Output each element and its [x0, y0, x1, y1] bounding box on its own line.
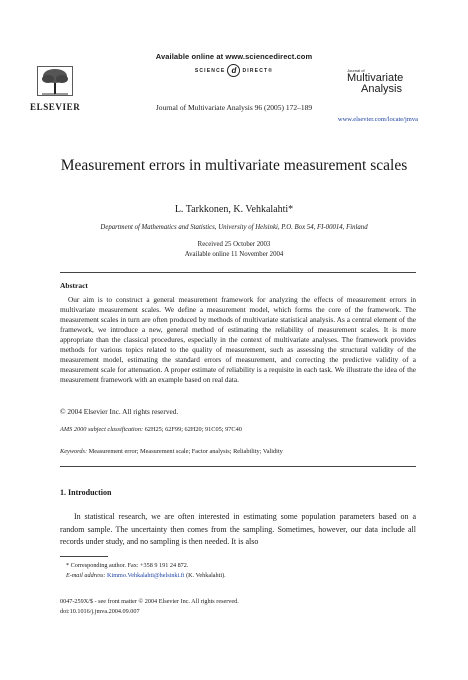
ams-codes: 62H25; 62F99; 62H20; 91C05; 97C40	[144, 426, 242, 433]
abstract-heading: Abstract	[60, 281, 88, 290]
available-online-text: Available online at www.sciencedirect.com	[155, 52, 313, 61]
science-word: SCIENCE	[194, 67, 226, 74]
abstract-copyright: © 2004 Elsevier Inc. All rights reserved.	[60, 407, 179, 416]
abstract-body: Our aim is to construct a general measurement framework for analyzing the effects of measurement errors in multivariate measurement scales. We define a measurement model, which forms the core of the framework. The measurement scales in turn are often produced by methods of multivariate statistical analysis. As a central element of the framework, we introduce a new, general method of estimating the reliability of measurement scales. It is more appropriate than the classical procedures, especially in the context of multivariate analyses. The framework provides methods for various topics related to the quality of measurement, such as assessing the structural validity of the measurement model, estimating the standard errors of measurement, and correcting the predictive validity of a measurement scale for attenuation. A proper estimate of reliability is a requisite in each task. We illustrate the idea of the measurement framework with an example based on real data.	[60, 295, 416, 384]
received-date: Received 25 October 2003	[197, 241, 271, 248]
keywords-list: Measurement error; Measurement scale; Factor analysis; Reliability; Validity	[88, 448, 283, 455]
footnote-rule	[60, 556, 108, 557]
section-heading: 1. Introduction	[60, 488, 112, 497]
journal-logo-line1: Multivariate	[347, 72, 404, 84]
publisher-name: ELSEVIER	[30, 102, 81, 112]
at-icon: d	[227, 64, 240, 77]
ams-label: AMS 2000 subject classification:	[60, 426, 144, 433]
email-link[interactable]: Kimmo.Vehkalahti@helsinki.fi	[107, 572, 185, 579]
direct-word: DIRECT®	[242, 67, 274, 74]
journal-logo-small-text: Journal of	[347, 68, 365, 73]
journal-logo	[347, 68, 427, 95]
elsevier-tree-icon	[37, 66, 73, 96]
journal-logo-line2: Analysis	[361, 83, 402, 95]
abstract-bottom-rule	[60, 466, 416, 467]
email-line	[66, 571, 226, 581]
abstract-top-rule	[60, 272, 416, 273]
front-matter	[60, 597, 239, 617]
article-dates	[0, 240, 468, 260]
doi-line: doi:10.1016/j.jmva.2004.09.007	[60, 608, 140, 615]
ams-classification	[60, 426, 242, 433]
keywords-line	[60, 448, 283, 455]
corresponding-author-note: * Corresponding author. Fax: +358 9 191 24 872.	[66, 562, 189, 569]
keywords-label: Keywords:	[60, 448, 88, 455]
section-body: In statistical research, we are often interested in estimating some population parameters based on a random sample. The uncertainty then comes from the sampling. Sometimes, however, our data include all records under study, and no sampling is then needed. It is also	[60, 512, 416, 546]
paper-title: Measurement errors in multivariate measurement scales	[60, 157, 408, 174]
email-suffix: (K. Vehkalahti).	[184, 572, 226, 579]
issn-line: 0047-259X/$ - see front matter © 2004 Elsevier Inc. All rights reserved.	[60, 598, 239, 605]
available-date: Available online 11 November 2004	[184, 251, 284, 258]
email-label: E-mail address:	[66, 572, 106, 579]
paper-authors: L. Tarkkonen, K. Vehkalahti*	[174, 204, 294, 215]
footnote	[66, 561, 226, 581]
journal-citation: Journal of Multivariate Analysis 96 (2005) 172–189	[155, 103, 313, 112]
journal-url-link[interactable]: www.elsevier.com/locate/jmva	[337, 116, 418, 123]
author-affiliation: Department of Mathematics and Statistics, University of Helsinki, P.O. Box 54, FI-00014, Finland	[100, 224, 368, 231]
